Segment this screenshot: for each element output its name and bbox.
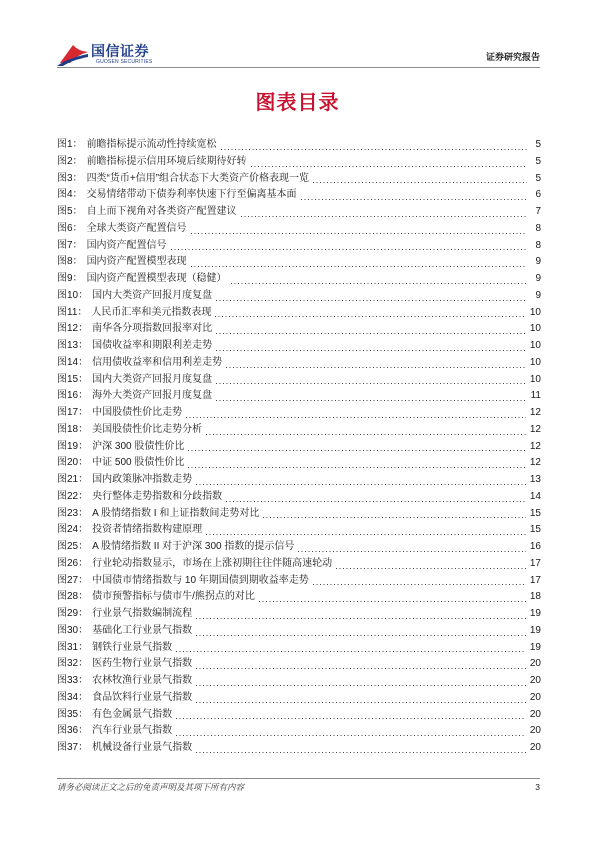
page-number: 19	[529, 641, 541, 653]
page-number: 17	[529, 574, 541, 586]
figure-label: 图1：	[57, 139, 83, 150]
figure-label: 图30：	[57, 624, 89, 636]
figure-label: 图24：	[57, 524, 89, 536]
figure-label: 图17：	[57, 407, 89, 418]
figure-label: 图8：	[57, 256, 83, 268]
figure-title: 基础化工行业景气指数	[92, 624, 193, 636]
figure-label: 图18：	[57, 423, 89, 435]
figure-title: 四类“货币+信用”组合状态下大类资产价格表现一览	[86, 172, 310, 184]
page-number: 9	[535, 273, 541, 284]
dot-leader	[196, 702, 526, 703]
dot-leader	[216, 350, 526, 351]
page-number: 5	[535, 155, 541, 167]
toc-entry[interactable]	[57, 740, 541, 757]
dot-leader	[176, 718, 526, 719]
toc-entry[interactable]	[57, 690, 541, 707]
figure-title: 国内大类资产回报月度复盘	[92, 373, 213, 385]
figure-label: 图13：	[57, 340, 89, 351]
dot-leader	[176, 651, 526, 652]
figure-list	[57, 137, 541, 757]
toc-entry[interactable]	[57, 522, 541, 539]
dot-leader	[206, 434, 526, 435]
dot-leader	[313, 182, 527, 183]
figure-label: 图32：	[57, 658, 89, 670]
dot-leader	[259, 601, 526, 602]
page-number: 12	[529, 457, 541, 469]
toc-entry[interactable]	[57, 338, 541, 355]
figure-title: 国内大类资产回报月度复盘	[92, 289, 213, 301]
figure-title: 行业轮动指数显示，市场在上涨初期往往伴随高速轮动	[92, 557, 333, 569]
toc-entry[interactable]	[57, 422, 541, 439]
page-number: 19	[529, 624, 541, 636]
dot-leader	[313, 584, 526, 585]
figure-title: 南华各分项指数回报率对比	[92, 323, 213, 335]
page-number: 12	[529, 440, 541, 452]
footer-disclaimer: 请务必阅读正文之后的免责声明及其项下所有内容	[57, 782, 245, 792]
page-number: 9	[535, 289, 541, 301]
figure-title: 国内资产配置模型表现	[86, 256, 187, 268]
figure-title: A 股情绪指数 II 对于沪深 300 指数的提示信号	[92, 541, 295, 552]
toc-entry[interactable]	[57, 455, 541, 472]
dot-leader	[336, 568, 526, 569]
figure-label: 图37：	[57, 742, 89, 753]
page-number: 19	[529, 608, 541, 619]
toc-entry[interactable]	[57, 623, 541, 640]
figure-label: 图4：	[57, 189, 83, 201]
figure-label: 图36：	[57, 725, 89, 737]
figure-title: 全球大类资产配置信号	[86, 222, 187, 234]
dot-leader	[176, 735, 526, 736]
toc-title: 图表目录	[255, 92, 340, 114]
toc-entry[interactable]	[57, 254, 541, 271]
dot-leader	[216, 300, 527, 301]
figure-title: 食品饮料行业景气指数	[92, 691, 193, 703]
figure-label: 图7：	[57, 239, 83, 251]
page-number: 20	[529, 691, 541, 703]
page-number: 15	[529, 507, 541, 519]
report-type-label: 证券研究报告	[485, 52, 540, 62]
page-number: 20	[529, 725, 541, 737]
toc-entry[interactable]	[57, 539, 541, 556]
figure-title: 国债收益率和期限利差走势	[92, 340, 213, 351]
figure-title: 汽车行业景气指数	[92, 725, 173, 737]
dot-leader	[216, 400, 526, 401]
dot-leader	[196, 668, 526, 669]
toc-entry[interactable]	[57, 355, 541, 372]
page-number: 10	[529, 340, 541, 351]
figure-title: 债市预警指标与债市牛/熊拐点的对比	[92, 591, 255, 603]
page-number: 7	[535, 206, 541, 217]
dot-leader	[216, 333, 526, 334]
figure-title: 中证 500 股债性价比	[92, 457, 185, 469]
figure-title: 农林牧渔行业景气指数	[92, 675, 193, 686]
page-number: 8	[535, 239, 541, 251]
figure-title: 中国债市情绪指数与 10 年期国债到期收益率走势	[92, 574, 309, 586]
page-number: 6	[535, 189, 541, 201]
dot-leader	[186, 417, 526, 418]
figure-label: 图11：	[57, 306, 88, 318]
page-number: 20	[529, 658, 541, 670]
toc-entry[interactable]	[57, 221, 541, 238]
dot-leader	[241, 216, 527, 217]
figure-label: 图9：	[57, 273, 83, 284]
header-divider	[57, 67, 540, 68]
page-number: 11	[530, 390, 541, 402]
dot-leader	[301, 199, 527, 200]
figure-label: 图19：	[57, 440, 89, 452]
footer-page-number: 3	[535, 782, 540, 792]
dot-leader	[196, 752, 526, 753]
dot-leader	[251, 166, 527, 167]
page-number: 5	[535, 139, 541, 150]
figure-title: 信用债收益率和信用利差走势	[92, 356, 223, 368]
figure-label: 图22：	[57, 490, 89, 502]
figure-title: 美国股债性价比走势分析	[92, 423, 203, 435]
logo-name-en: GUOSEN SECURITIES	[96, 59, 153, 65]
figure-title: 钢铁行业景气指数	[92, 641, 173, 653]
page-number: 10	[529, 373, 541, 385]
page-number: 10	[529, 306, 541, 318]
figure-title: 国内资产配置信号	[86, 239, 167, 251]
toc-entry[interactable]	[57, 204, 541, 221]
page-number: 13	[529, 474, 541, 485]
toc-entry[interactable]	[57, 171, 541, 188]
figure-label: 图26：	[57, 557, 89, 569]
figure-label: 图23：	[57, 507, 89, 519]
figure-label: 图5：	[57, 206, 83, 217]
toc-entry[interactable]	[57, 271, 541, 288]
figure-label: 图25：	[57, 541, 89, 552]
toc-entry[interactable]	[57, 187, 541, 204]
figure-label: 图33：	[57, 675, 89, 686]
figure-title: 央行整体走势指数和分歧指数	[92, 490, 223, 502]
logo-name-cn: 国信证券	[91, 43, 149, 59]
toc-entry[interactable]	[57, 573, 541, 590]
figure-label: 图15：	[57, 373, 89, 385]
toc-entry[interactable]	[57, 589, 541, 606]
figure-label: 图14：	[57, 356, 89, 368]
dot-leader	[263, 517, 526, 518]
toc-entry[interactable]	[57, 489, 541, 506]
figure-label: 图16：	[57, 390, 89, 402]
page-number: 9	[535, 256, 541, 268]
figure-label: 图34：	[57, 691, 89, 703]
toc-entry[interactable]	[57, 640, 541, 657]
figure-label: 图20：	[57, 457, 89, 469]
figure-title: 交易情绪带动下债券利率快速下行至偏离基本面	[86, 189, 297, 201]
dot-leader	[188, 450, 526, 451]
figure-title: 有色金属景气指数	[92, 708, 173, 720]
page-number: 16	[529, 541, 541, 552]
dot-leader	[206, 534, 526, 535]
dot-leader	[215, 316, 525, 317]
figure-title: 行业景气指数编制流程	[92, 608, 193, 619]
toc-entry[interactable]	[57, 288, 541, 305]
dot-leader	[191, 266, 527, 267]
toc-entry[interactable]	[57, 723, 541, 740]
page-number: 10	[529, 356, 541, 368]
toc-entry[interactable]	[57, 372, 541, 389]
page-number: 5	[535, 172, 541, 184]
toc-entry[interactable]	[57, 305, 541, 322]
dot-leader	[196, 685, 526, 686]
figure-label: 图35：	[57, 708, 89, 720]
page-number: 12	[529, 407, 541, 418]
page-number: 17	[529, 557, 541, 569]
footer-divider	[57, 778, 540, 779]
dot-leader	[171, 249, 527, 250]
page-number: 20	[529, 675, 541, 686]
toc-entry[interactable]	[57, 439, 541, 456]
figure-title: 中国股债性价比走势	[92, 407, 183, 418]
toc-entry[interactable]	[57, 321, 541, 338]
toc-entry[interactable]	[57, 606, 541, 623]
page-number: 15	[529, 524, 541, 536]
toc-entry[interactable]	[57, 707, 541, 724]
dot-leader	[231, 283, 527, 284]
dot-leader	[298, 551, 525, 552]
page-number: 12	[529, 423, 541, 435]
dot-leader	[221, 149, 527, 150]
figure-title: 机械设备行业景气指数	[92, 742, 193, 753]
figure-title: 投资者情绪指数构建原理	[92, 524, 203, 536]
dot-leader	[196, 618, 526, 619]
page-number: 18	[529, 591, 541, 603]
figure-title: 沪深 300 股债性价比	[92, 440, 185, 452]
figure-title: 前瞻指标提示流动性持续宽松	[86, 139, 217, 150]
toc-entry[interactable]	[57, 388, 541, 405]
figure-title: 自上而下视角对各类资产配置建议	[86, 206, 237, 217]
figure-label: 图21：	[57, 474, 89, 485]
figure-label: 图10：	[57, 289, 89, 301]
figure-label: 图3：	[57, 172, 83, 184]
figure-label: 图29：	[57, 608, 89, 619]
figure-label: 图31：	[57, 641, 89, 653]
page-number: 8	[535, 222, 541, 234]
dot-leader	[216, 383, 526, 384]
figure-title: 人民币汇率和美元指数表现	[91, 306, 212, 318]
figure-title: A 股情绪指数 I 和上证指数间走势对比	[92, 507, 260, 519]
toc-entry[interactable]	[57, 238, 541, 255]
figure-label: 图28：	[57, 591, 89, 603]
toc-entry[interactable]	[57, 506, 541, 523]
figure-label: 图12：	[57, 323, 89, 335]
dot-leader	[196, 484, 526, 485]
dot-leader	[226, 501, 526, 502]
figure-title: 国内政策脉冲指数走势	[92, 474, 193, 485]
page-number: 14	[529, 490, 541, 502]
figure-label: 图6：	[57, 222, 83, 234]
figure-label: 图2：	[57, 155, 83, 167]
toc-entry[interactable]	[57, 154, 541, 171]
page-number: 10	[529, 323, 541, 335]
toc-entry[interactable]	[57, 656, 541, 673]
page-number: 20	[529, 708, 541, 720]
figure-label: 图27：	[57, 574, 89, 586]
figure-title: 前瞻指标提示信用环境后续期待好转	[86, 155, 247, 167]
toc-entry[interactable]	[57, 137, 541, 154]
toc-entry[interactable]	[57, 556, 541, 573]
figure-title: 医药生物行业景气指数	[92, 658, 193, 670]
dot-leader	[226, 367, 526, 368]
toc-entry[interactable]	[57, 472, 541, 489]
figure-title: 海外大类资产回报月度复盘	[92, 390, 213, 402]
company-logo	[57, 40, 197, 68]
dot-leader	[188, 467, 526, 468]
dot-leader	[196, 635, 526, 636]
dot-leader	[191, 233, 527, 234]
figure-title: 国内资产配置模型表现（稳健）	[86, 273, 227, 284]
guosen-logo-icon	[57, 42, 89, 66]
toc-entry[interactable]	[57, 673, 541, 690]
toc-entry[interactable]	[57, 405, 541, 422]
page-number: 20	[529, 742, 541, 753]
